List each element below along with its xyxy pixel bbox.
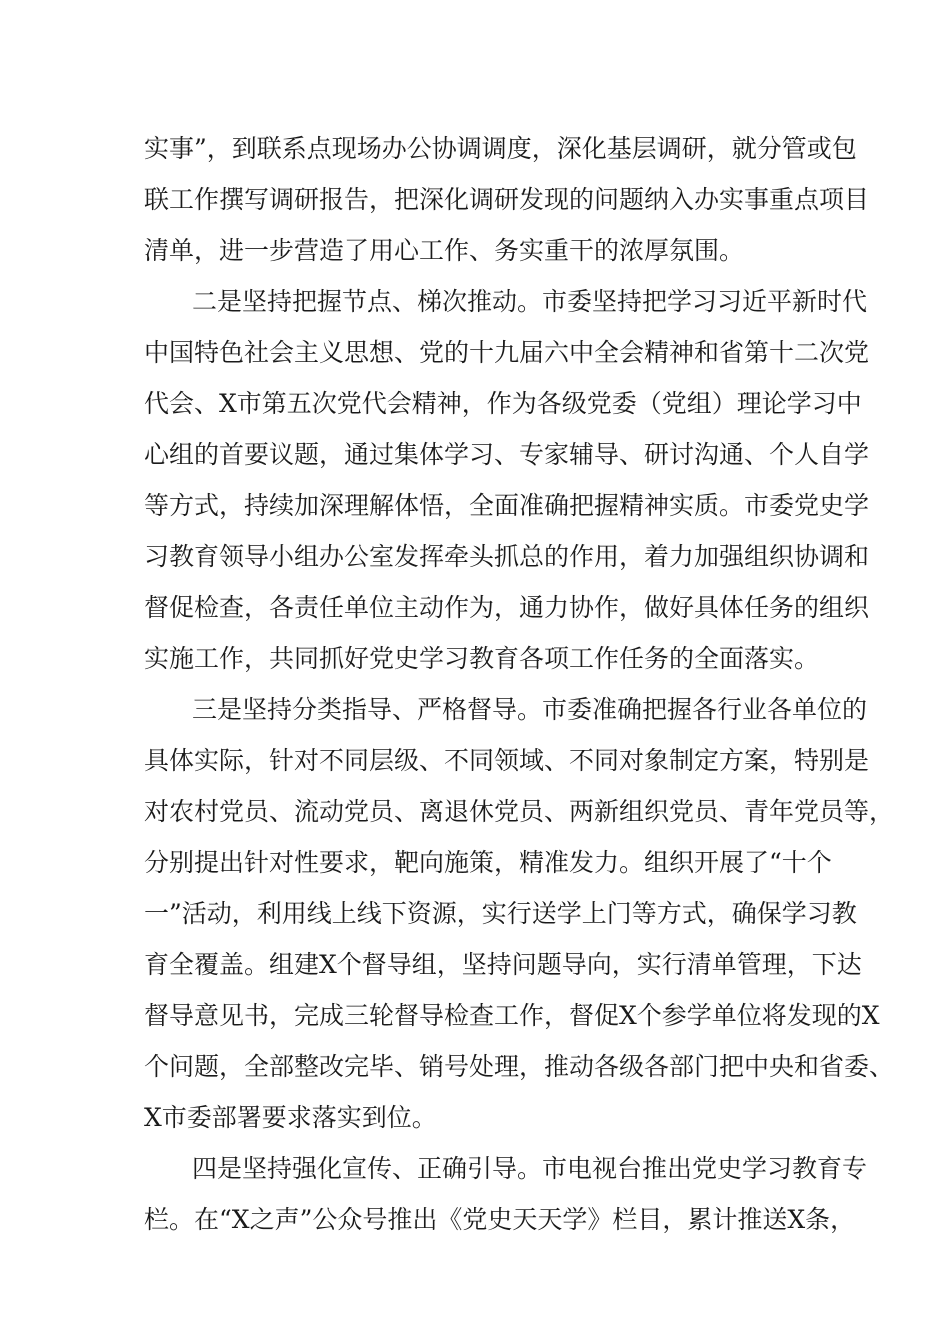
text-line: 清单，进一步营造了用心工作、务实重干的浓厚氛围。: [144, 236, 745, 265]
text-line: X市委部署要求落实到位。: [144, 1103, 437, 1132]
text-line: 习教育领导小组办公室发挥牵头抓总的作用，着力加强组织协调和: [144, 542, 870, 571]
paragraph-first-line: 四是坚持强化宣传、正确引导。市电视台推出党史学习教育专: [192, 1154, 868, 1183]
text-line: 督导意见书，完成三轮督导检查工作，督促X个参学单位将发现的X: [144, 1001, 880, 1030]
text-line: 中国特色社会主义思想、党的十九届六中全会精神和省第十二次党: [144, 338, 870, 367]
paragraph-first-line: 三是坚持分类指导、严格督导。市委准确把握各行业各单位的: [192, 695, 868, 724]
text-line: 个问题，全部整改完毕、销号处理，推动各级各部门把中央和省委、: [144, 1052, 895, 1081]
text-line: 联工作撰写调研报告，把深化调研发现的问题纳入办实事重点项目: [144, 185, 870, 214]
text-line: 对农村党员、流动党员、离退休党员、两新组织党员、青年党员等，: [144, 797, 895, 826]
paragraph-first-line: 二是坚持把握节点、梯次推动。市委坚持把学习习近平新时代: [192, 287, 868, 316]
text-line: 代会、X市第五次党代会精神，作为各级党委（党组）理论学习中: [144, 389, 862, 418]
text-line: 实事”，到联系点现场办公协调调度，深化基层调研，就分管或包: [144, 134, 857, 163]
text-line: 具体实际，针对不同层级、不同领域、不同对象制定方案，特别是: [144, 746, 870, 775]
text-line: 督促检查，各责任单位主动作为，通力协作，做好具体任务的组织: [144, 593, 870, 622]
text-line: 一”活动，利用线上线下资源，实行送学上门等方式，确保学习教: [144, 899, 857, 928]
text-line: 实施工作，共同抓好党史学习教育各项工作任务的全面落实。: [144, 644, 820, 673]
text-line: 栏。在“X之声”公众号推出《党史天天学》栏目，累计推送X条，: [144, 1205, 856, 1234]
text-line: 育全覆盖。组建X个督导组，坚持问题导向，实行清单管理，下达: [144, 950, 862, 979]
text-line: 等方式，持续加深理解体悟，全面准确把握精神实质。市委党史学: [144, 491, 870, 520]
text-line: 分别提出针对性要求，靶向施策，精准发力。组织开展了“十个: [144, 848, 832, 877]
text-line: 心组的首要议题，通过集体学习、专家辅导、研讨沟通、个人自学: [144, 440, 870, 469]
